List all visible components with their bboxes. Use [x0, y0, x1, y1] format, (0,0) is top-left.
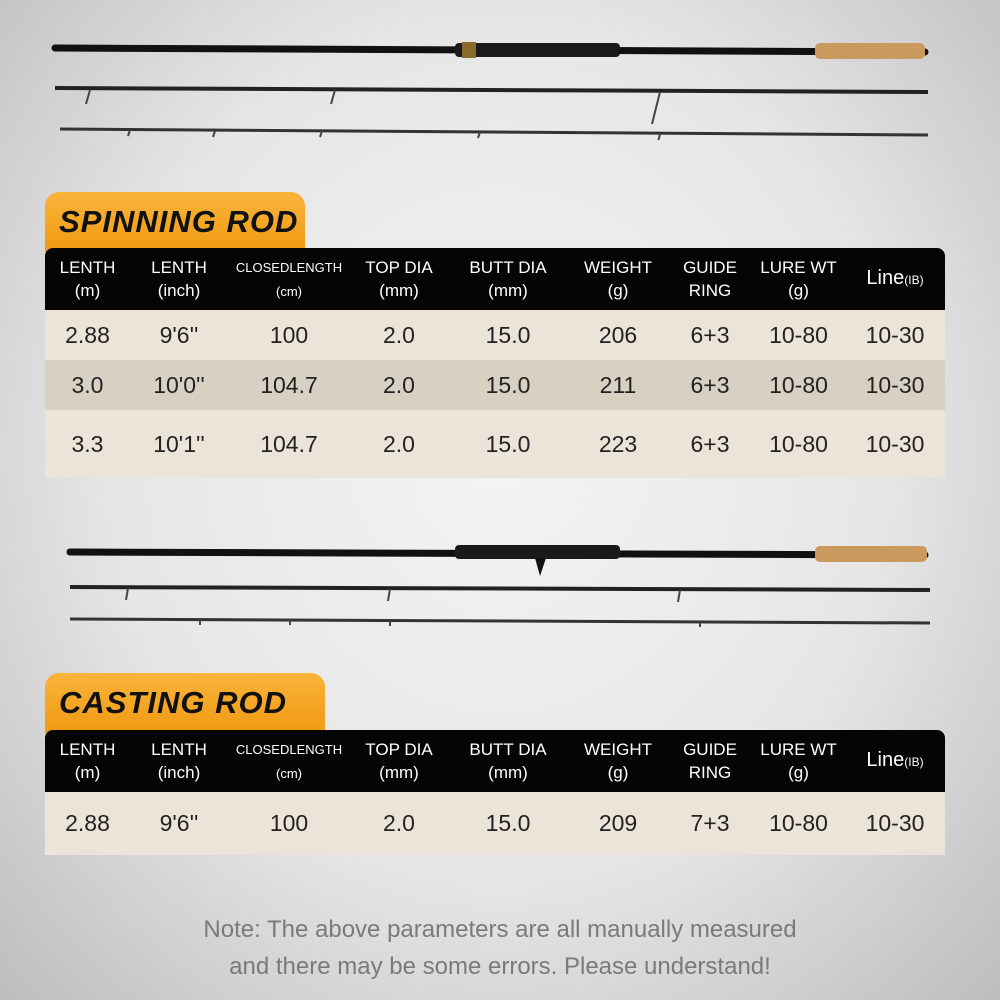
table-cell: 6+3 — [690, 371, 730, 398]
table-cell: 3.0 — [71, 371, 104, 398]
spinning-spec-table — [45, 248, 945, 478]
header-cell: Line(IB) — [866, 266, 924, 289]
header-cell: LENTH (m) — [59, 258, 116, 300]
table-cell: 10'1'' — [153, 430, 205, 457]
note-line-1: Note: The above parameters are all manually measured — [203, 916, 797, 943]
table-cell: 10-80 — [769, 371, 828, 398]
header-cell: LURE WT (g) — [760, 258, 837, 300]
header-cell: BUTT DIA (mm) — [469, 740, 547, 782]
table-cell: 10'0'' — [153, 371, 205, 398]
table-cell: 15.0 — [485, 430, 531, 457]
table-cell: 100 — [269, 810, 309, 836]
table-cell: 2.0 — [383, 321, 415, 348]
table-header — [45, 248, 945, 310]
table-cell: 10-80 — [769, 321, 828, 348]
header-cell: WEIGHT (g) — [584, 740, 652, 782]
casting-spec-table — [45, 730, 945, 855]
table-cell: 104.7 — [260, 430, 318, 457]
header-cell: GUIDE RING — [683, 740, 737, 782]
table-cell: 7+3 — [690, 810, 730, 836]
table-cell: 2.88 — [65, 321, 110, 348]
table-cell: 10-80 — [769, 430, 828, 457]
table-row — [45, 310, 945, 360]
table-cell: 2.88 — [65, 810, 110, 836]
header-cell: LURE WT (g) — [760, 740, 837, 782]
table-header — [45, 730, 945, 792]
header-cell: CLOSEDLENGTH (cm) — [235, 742, 343, 781]
table-cell: 2.0 — [383, 810, 415, 836]
table-cell: 223 — [598, 430, 638, 457]
header-cell: TOP DIA (mm) — [365, 740, 433, 782]
table-cell: 15.0 — [485, 371, 531, 398]
table-cell: 15.0 — [485, 321, 531, 348]
table-cell: 9'6'' — [159, 810, 199, 836]
table-cell: 6+3 — [690, 430, 730, 457]
spinning-rod-title: SPINNING ROD — [45, 192, 305, 252]
table-cell: 206 — [598, 321, 638, 348]
table-cell: 9'6'' — [159, 321, 199, 348]
table-cell: 211 — [599, 371, 637, 398]
casting-rod-image — [0, 530, 1000, 640]
table-cell: 2.0 — [383, 371, 415, 398]
table-cell: 104.7 — [260, 371, 318, 398]
table-cell: 6+3 — [690, 321, 730, 348]
table-row — [45, 792, 945, 855]
note-text — [0, 911, 1000, 985]
header-cell: LENTH (inch) — [151, 740, 207, 782]
table-cell: 100 — [269, 321, 309, 348]
header-cell: LENTH (inch) — [151, 258, 207, 300]
header-cell: WEIGHT (g) — [584, 258, 652, 300]
casting-rod-title: CASTING ROD — [45, 673, 325, 733]
table-cell: 10-30 — [865, 321, 925, 348]
table-cell: 10-80 — [769, 810, 828, 836]
note-line-2: and there may be some errors. Please understand! — [229, 953, 771, 980]
header-cell: CLOSEDLENGTH (cm) — [235, 260, 343, 299]
header-cell: BUTT DIA (mm) — [469, 258, 547, 300]
table-cell: 10-30 — [865, 810, 925, 836]
spinning-rod-image — [0, 30, 1000, 140]
header-cell: GUIDE RING — [683, 258, 737, 300]
header-cell: TOP DIA (mm) — [365, 258, 433, 300]
table-cell: 10-30 — [865, 430, 925, 457]
table-cell: 3.3 — [71, 430, 104, 457]
table-cell: 10-30 — [865, 371, 925, 398]
table-row — [45, 360, 945, 410]
table-cell: 15.0 — [485, 810, 531, 836]
header-cell: Line(IB) — [866, 748, 924, 771]
header-cell: LENTH (m) — [59, 740, 116, 782]
table-row — [45, 410, 945, 478]
table-cell: 2.0 — [383, 430, 415, 457]
table-cell: 209 — [598, 810, 638, 836]
